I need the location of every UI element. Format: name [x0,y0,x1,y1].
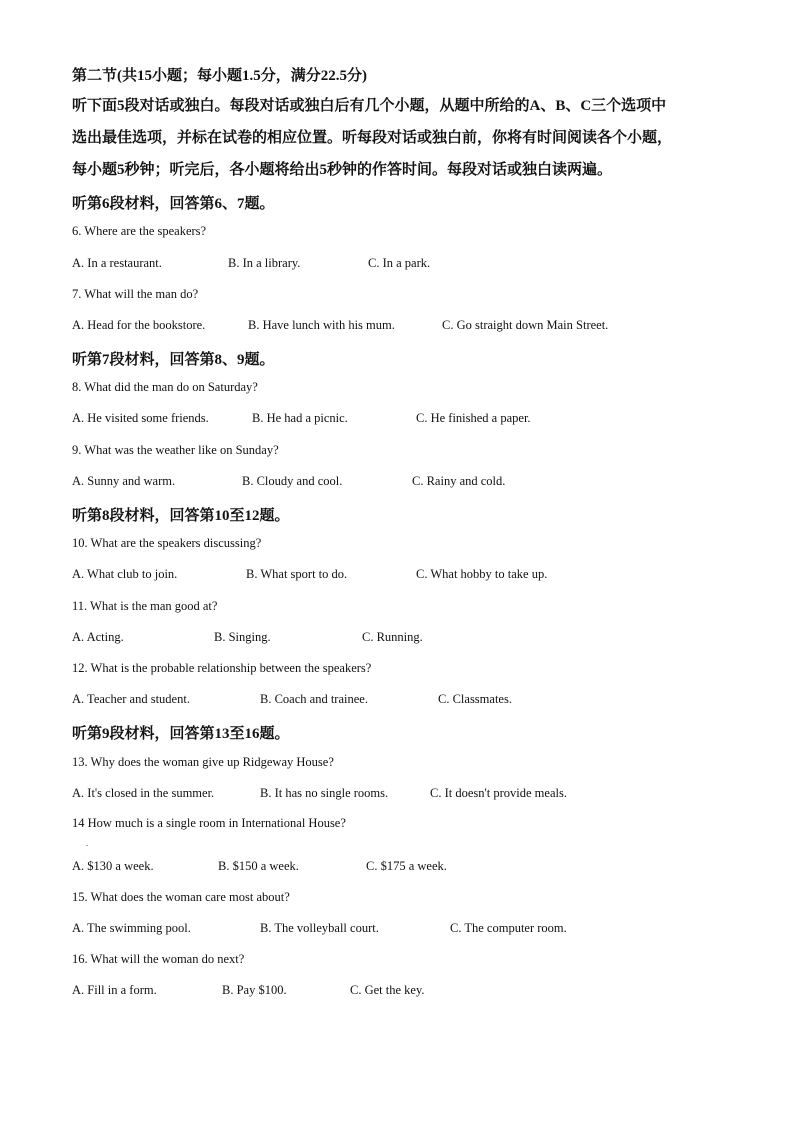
option-6a: A. In a restaurant. [72,256,162,270]
stray-dot: . [86,839,88,848]
option-12b: B. Coach and trainee. [260,692,368,706]
option-7c: C. Go straight down Main Street. [442,318,609,332]
question-9: 9. What was the weather like on Sunday? [72,443,279,457]
option-11c: C. Running. [362,630,423,644]
option-10a: A. What club to join. [72,567,178,581]
option-15b: B. The volleyball court. [260,921,379,935]
option-8b: B. He had a picnic. [252,411,348,425]
option-14b: B. $150 a week. [218,859,299,873]
option-8c: C. He finished a paper. [416,411,531,425]
question-14: 14 How much is a single room in International House? [72,816,346,830]
question-8: 8. What did the man do on Saturday? [72,380,258,394]
part-heading-9: 听第9段材料，回答第13至16题。 [72,726,290,742]
intro-line-3: 每小题5秒钟；听完后，各小题将给出5秒钟的作答时间。每段对话或独白读两遍。 [72,162,613,178]
question-12: 12. What is the probable relationship between the speakers? [72,661,372,675]
part-heading-7: 听第7段材料，回答第8、9题。 [72,352,275,368]
option-6c: C. In a park. [368,256,431,270]
option-9b: B. Cloudy and cool. [242,474,343,488]
option-7b: B. Have lunch with his mum. [248,318,395,332]
section-title: 第二节(共15小题；每小题1.5分，满分22.5分) [72,68,367,84]
option-13a: A. It's closed in the summer. [72,786,215,800]
option-13b: B. It has no single rooms. [260,786,389,800]
question-15: 15. What does the woman care most about? [72,890,290,904]
option-13c: C. It doesn't provide meals. [430,786,567,800]
option-10b: B. What sport to do. [246,567,348,581]
option-9c: C. Rainy and cold. [412,474,506,488]
option-14c: C. $175 a week. [366,859,447,873]
option-10c: C. What hobby to take up. [416,567,548,581]
option-12a: A. Teacher and student. [72,692,190,706]
option-7a: A. Head for the bookstore. [72,318,206,332]
question-6: 6. Where are the speakers? [72,224,207,238]
part-heading-6: 听第6段材料，回答第6、7题。 [72,196,275,212]
question-16: 16. What will the woman do next? [72,952,245,966]
option-8a: A. He visited some friends. [72,411,209,425]
option-15a: A. The swimming pool. [72,921,191,935]
intro-line-1: 听下面5段对话或独白。每段对话或独白后有几个小题，从题中所给的A、B、C三个选项中 [72,98,667,114]
option-16b: B. Pay $100. [222,983,287,997]
option-11b: B. Singing. [214,630,271,644]
option-16c: C. Get the key. [350,983,425,997]
question-10: 10. What are the speakers discussing? [72,536,262,550]
intro-line-2: 选出最佳选项，并标在试卷的相应位置。听每段对话或独白前，你将有时间阅读各个小题， [72,130,673,146]
option-16a: A. Fill in a form. [72,983,157,997]
question-11: 11. What is the man good at? [72,599,218,613]
option-12c: C. Classmates. [438,692,512,706]
option-14a: A. $130 a week. [72,859,154,873]
option-9a: A. Sunny and warm. [72,474,176,488]
option-15c: C. The computer room. [450,921,567,935]
question-7: 7. What will the man do? [72,287,199,301]
section-intro [72,90,732,186]
question-13: 13. Why does the woman give up Ridgeway House? [72,755,334,769]
option-11a: A. Acting. [72,630,124,644]
part-heading-8: 听第8段材料，回答第10至12题。 [72,508,290,524]
option-6b: B. In a library. [228,256,301,270]
